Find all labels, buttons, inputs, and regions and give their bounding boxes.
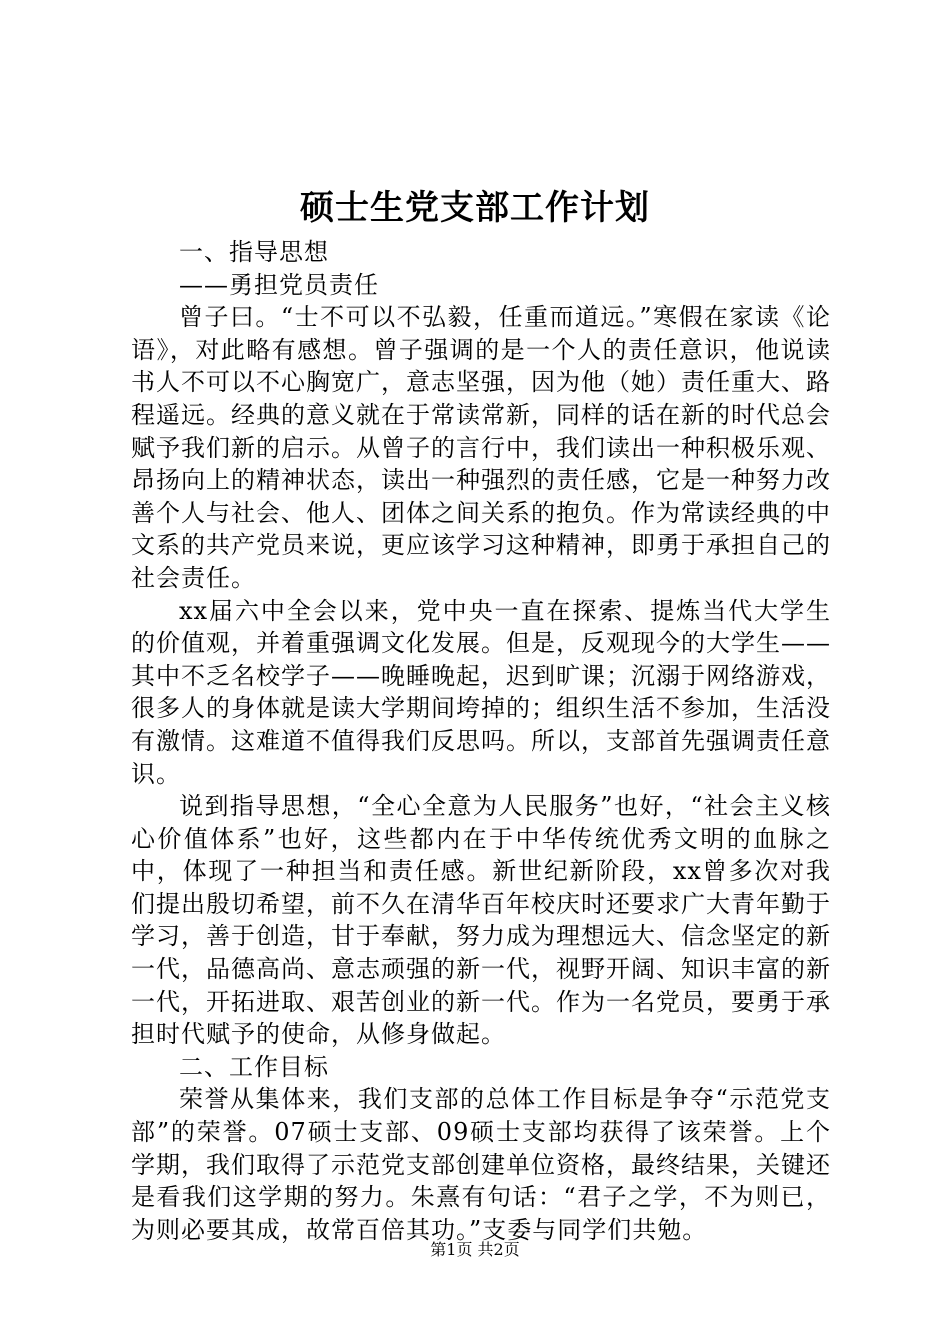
page-footer: 第1页 共2页 — [430, 1240, 520, 1259]
body-paragraph: 曾子曰。“士不可以不弘毅，任重而道远。”寒假在家读《论语》，对此略有感想。曾子强调的是一个人的责任意识，他说读书人不可以不心胸宽广，意志坚强，因为他（她）责任重大、路程遥远。经典的意义就在于常读常新，同样的话在新的时代总会赋予我们新的启示。从曾子的言行中，我们读出一种积极乐观、昂扬向上的精神状态，读出一种强烈的责任感，它是一种努力改善个人与社会、他人、团体之间关系的抱负。作为常读经典的中文系的共产党员来说，更应该学习这种精神，即勇于承担自己的社会责任。 — [131, 303, 831, 592]
body-paragraph: 荣誉从集体来，我们支部的总体工作目标是争夺“示范党支部”的荣誉。07硕士支部、09硕士支部均获得了该荣誉。上个学期，我们取得了示范党支部创建单位资格，最终结果，关键还是看我们这学期的努力。朱熹有句话：“君子之学，不为则已，为则必要其成，故常百倍其功。”支委与同学们共勉。 — [131, 1085, 831, 1244]
document-title: 硕士生党支部工作计划 — [300, 188, 650, 228]
section-heading-work-goals: 二、工作目标 — [179, 1052, 329, 1081]
body-paragraph: 说到指导思想，“全心全意为人民服务”也好，“社会主义核心价值体系”也好，这些都内在于中华传统优秀文明的血脉之中，体现了一种担当和责任感。新世纪新阶段，xx曾多次对我们提出殷切希望，前不久在清华百年校庆时还要求广大青年勤于学习，善于创造，甘于奉献，努力成为理想远大、信念坚定的新一代，品德高尚、意志顽强的新一代，视野开阔、知识丰富的新一代，开拓进取、艰苦创业的新一代。作为一名党员，要勇于承担时代赋予的使命，从修身做起。 — [131, 792, 831, 1049]
section-heading-guiding-thought: 一、指导思想 — [179, 238, 329, 266]
section-subheading: ——勇担党员责任 — [179, 270, 379, 299]
document-body — [131, 236, 831, 1246]
body-paragraph: xx届六中全会以来，党中央一直在探索、提炼当代大学生的价值观，并着重强调文化发展。但是，反观现今的大学生——其中不乏名校学子——晚睡晚起，迟到旷课；沉溺于网络游戏，很多人的身体就是读大学期间垮掉的；组织生活不参加，生活没有激情。这难道不值得我们反思吗。所以，支部首先强调责任意识。 — [131, 596, 831, 788]
